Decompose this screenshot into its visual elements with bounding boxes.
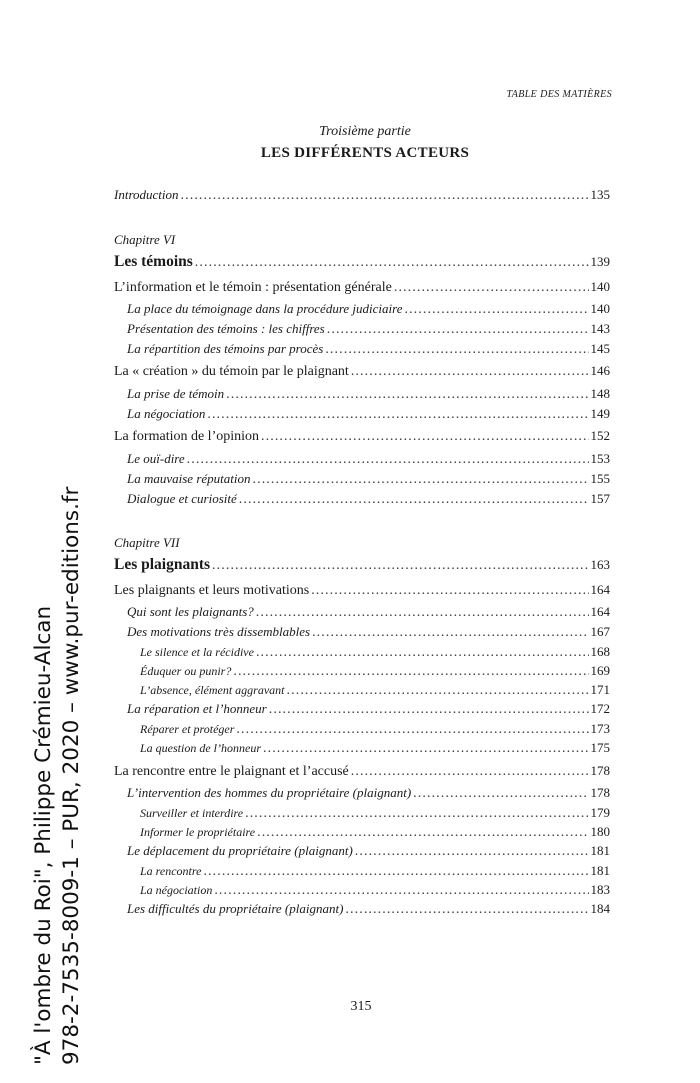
toc-entry-page: 183 (590, 882, 610, 897)
page-number: 315 (350, 999, 372, 1014)
toc-entry-label: L’intervention des hommes du propriétaire (plaignant) (127, 785, 412, 800)
toc-entry-label: La négociation (140, 883, 213, 897)
toc-entry[interactable] (114, 805, 610, 822)
leader-dots (212, 558, 588, 574)
toc-entry-page: 179 (590, 805, 610, 820)
leader-dots (187, 452, 589, 468)
leader-dots (239, 492, 589, 508)
leader-dots (253, 472, 589, 488)
toc-entry-page: 143 (590, 321, 610, 336)
part-label: Troisième partie (319, 124, 411, 139)
toc-entry-label: La formation de l’opinion (114, 429, 260, 444)
toc-entry[interactable] (114, 763, 610, 780)
leader-dots (263, 741, 589, 757)
leader-dots (311, 583, 588, 599)
toc-entry[interactable] (114, 624, 610, 641)
leader-dots (312, 625, 588, 641)
toc-entry-label: Les difficultés du propriétaire (plaignant) (127, 901, 344, 916)
toc-entry[interactable] (114, 301, 610, 318)
side-credit-line-1: "À l'ombre du Roi", Philippe Crémieu-Alcan (31, 605, 56, 1065)
toc-entry-label: Les plaignants et leurs motivations (114, 583, 310, 598)
toc-entry-label: La « création » du témoin par le plaignant (114, 364, 349, 379)
toc-entry-page: 180 (590, 824, 610, 839)
toc-entry-page: 145 (590, 341, 610, 356)
toc-entry-label: L’absence, élément aggravant (140, 683, 285, 697)
toc-entry-page: 152 (590, 428, 610, 443)
toc-chapter-title[interactable] (114, 556, 610, 574)
toc-entry-label: Réparer et protéger (140, 722, 235, 736)
toc-entry[interactable] (114, 785, 610, 802)
toc-entry[interactable] (114, 279, 610, 296)
toc-entry[interactable] (114, 901, 610, 918)
toc-entry-page: 164 (590, 582, 610, 597)
toc-entry-label: La question de l’honneur (140, 741, 261, 755)
toc-entry[interactable] (114, 682, 610, 699)
toc-entry-page: 181 (590, 843, 610, 858)
toc-entry-label: Qui sont les plaignants? (127, 604, 254, 619)
toc-entry[interactable] (114, 406, 610, 423)
toc-entry[interactable] (114, 428, 610, 445)
toc-entry[interactable] (114, 882, 610, 899)
toc-entry-label: La place du témoignage dans la procédure judiciaire (127, 301, 403, 316)
running-head: TABLE DES MATIÈRES (506, 89, 612, 100)
toc-entry-page: 140 (590, 279, 610, 294)
leader-dots (233, 664, 588, 680)
toc-entry-page: 169 (590, 663, 610, 678)
toc-entry[interactable] (114, 644, 610, 661)
toc-entry-introduction[interactable] (114, 187, 610, 204)
toc-entry[interactable] (114, 341, 610, 358)
toc-entry-label: Le déplacement du propriétaire (plaignant) (127, 843, 353, 858)
leader-dots (355, 844, 589, 860)
toc-entry-label: La rencontre entre le plaignant et l’accusé (114, 764, 349, 779)
side-credit-line-2: 978-2-7535-8009-1 – PUR, 2020 – www.pur-editions.fr (59, 486, 84, 1065)
toc-entry[interactable] (114, 663, 610, 680)
leader-dots (195, 255, 589, 271)
chapter-label: Chapitre VI (114, 232, 176, 247)
leader-dots (203, 864, 588, 880)
toc-entry-label: Le silence et la récidive (140, 645, 254, 659)
toc-entry[interactable] (114, 386, 610, 403)
toc-entry-page: 172 (590, 701, 610, 716)
toc-entry[interactable] (114, 451, 610, 468)
leader-dots (256, 605, 589, 621)
leader-dots (287, 683, 589, 699)
toc-entry[interactable] (114, 721, 610, 738)
leader-dots (404, 302, 588, 318)
toc-entry-label: La rencontre (140, 864, 202, 878)
toc-entry[interactable] (114, 604, 610, 621)
toc-entry-label: La répartition des témoins par procès (127, 341, 324, 356)
leader-dots (351, 364, 589, 380)
toc-entry[interactable] (114, 740, 610, 757)
leader-dots (181, 188, 589, 204)
toc-entry[interactable] (114, 843, 610, 860)
toc-entry-label: La mauvaise réputation (127, 471, 251, 486)
leader-dots (245, 806, 588, 822)
toc-entry-label: La négociation (127, 406, 206, 421)
part-title: LES DIFFÉRENTS ACTEURS (260, 145, 470, 161)
toc-entry[interactable] (114, 824, 610, 841)
leader-dots (345, 902, 588, 918)
toc-entry[interactable] (114, 321, 610, 338)
leader-dots (257, 825, 588, 841)
toc-entry-page: 175 (590, 740, 610, 755)
leader-dots (351, 764, 589, 780)
toc-entry-page: 171 (590, 682, 610, 697)
toc-entry-label: Surveiller et interdire (140, 806, 244, 820)
toc-entry-label: Les témoins (114, 253, 193, 270)
leader-dots (327, 322, 589, 338)
toc-entry[interactable] (114, 491, 610, 508)
toc-entry[interactable] (114, 363, 610, 380)
toc-entry-label: Dialogue et curiosité (127, 491, 237, 506)
toc-entry-page: 164 (590, 604, 610, 619)
leader-dots (269, 702, 589, 718)
toc-entry-page: 178 (590, 785, 610, 800)
toc-entry-page: 168 (590, 644, 610, 659)
toc-entry-page: 173 (590, 721, 610, 736)
toc-entry[interactable] (114, 582, 610, 599)
toc-entry-page: 135 (590, 187, 610, 202)
leader-dots (325, 342, 588, 358)
toc-entry-page: 148 (590, 386, 610, 401)
leader-dots (394, 280, 589, 296)
toc-entry-page: 178 (590, 763, 610, 778)
toc-entry-page: 157 (590, 491, 610, 506)
toc-entry-label: Des motivations très dissemblables (127, 624, 311, 639)
toc-entry[interactable] (114, 471, 610, 488)
chapter-label: Chapitre VII (114, 535, 180, 550)
toc-entry-label: Le ouï-dire (127, 451, 185, 466)
toc-entry-label: Informer le propriétaire (140, 825, 256, 839)
toc-entry-page: 146 (590, 363, 610, 378)
leader-dots (261, 429, 588, 445)
toc-entry-page: 139 (590, 254, 610, 269)
toc-entry-page: 181 (590, 863, 610, 878)
leader-dots (207, 407, 588, 423)
toc-entry-page: 153 (590, 451, 610, 466)
toc-entry-page: 163 (590, 557, 610, 572)
toc-entry-label: L’information et le témoin : présentation générale (114, 280, 392, 295)
toc-entry-page: 167 (590, 624, 610, 639)
toc-entry-label: Éduquer ou punir? (140, 664, 232, 678)
toc-entry-page: 149 (590, 406, 610, 421)
side-credit (30, 487, 86, 1065)
toc-entry-label: Les plaignants (114, 556, 211, 573)
toc-entry[interactable] (114, 863, 610, 880)
toc-entry-page: 155 (590, 471, 610, 486)
toc-entry-label: La réparation et l’honneur (127, 701, 267, 716)
leader-dots (226, 387, 588, 403)
leader-dots (236, 722, 588, 738)
toc-entry-page: 184 (590, 901, 610, 916)
leader-dots (256, 645, 589, 661)
leader-dots (214, 883, 588, 899)
leader-dots (413, 786, 588, 802)
toc-entry-label: Présentation des témoins : les chiffres (127, 321, 325, 336)
toc-entry-label: Introduction (114, 187, 179, 202)
toc-chapter-title[interactable] (114, 253, 610, 271)
toc-entry-page: 140 (590, 301, 610, 316)
toc-entry-label: La prise de témoin (127, 386, 225, 401)
toc-entry[interactable] (114, 701, 610, 718)
